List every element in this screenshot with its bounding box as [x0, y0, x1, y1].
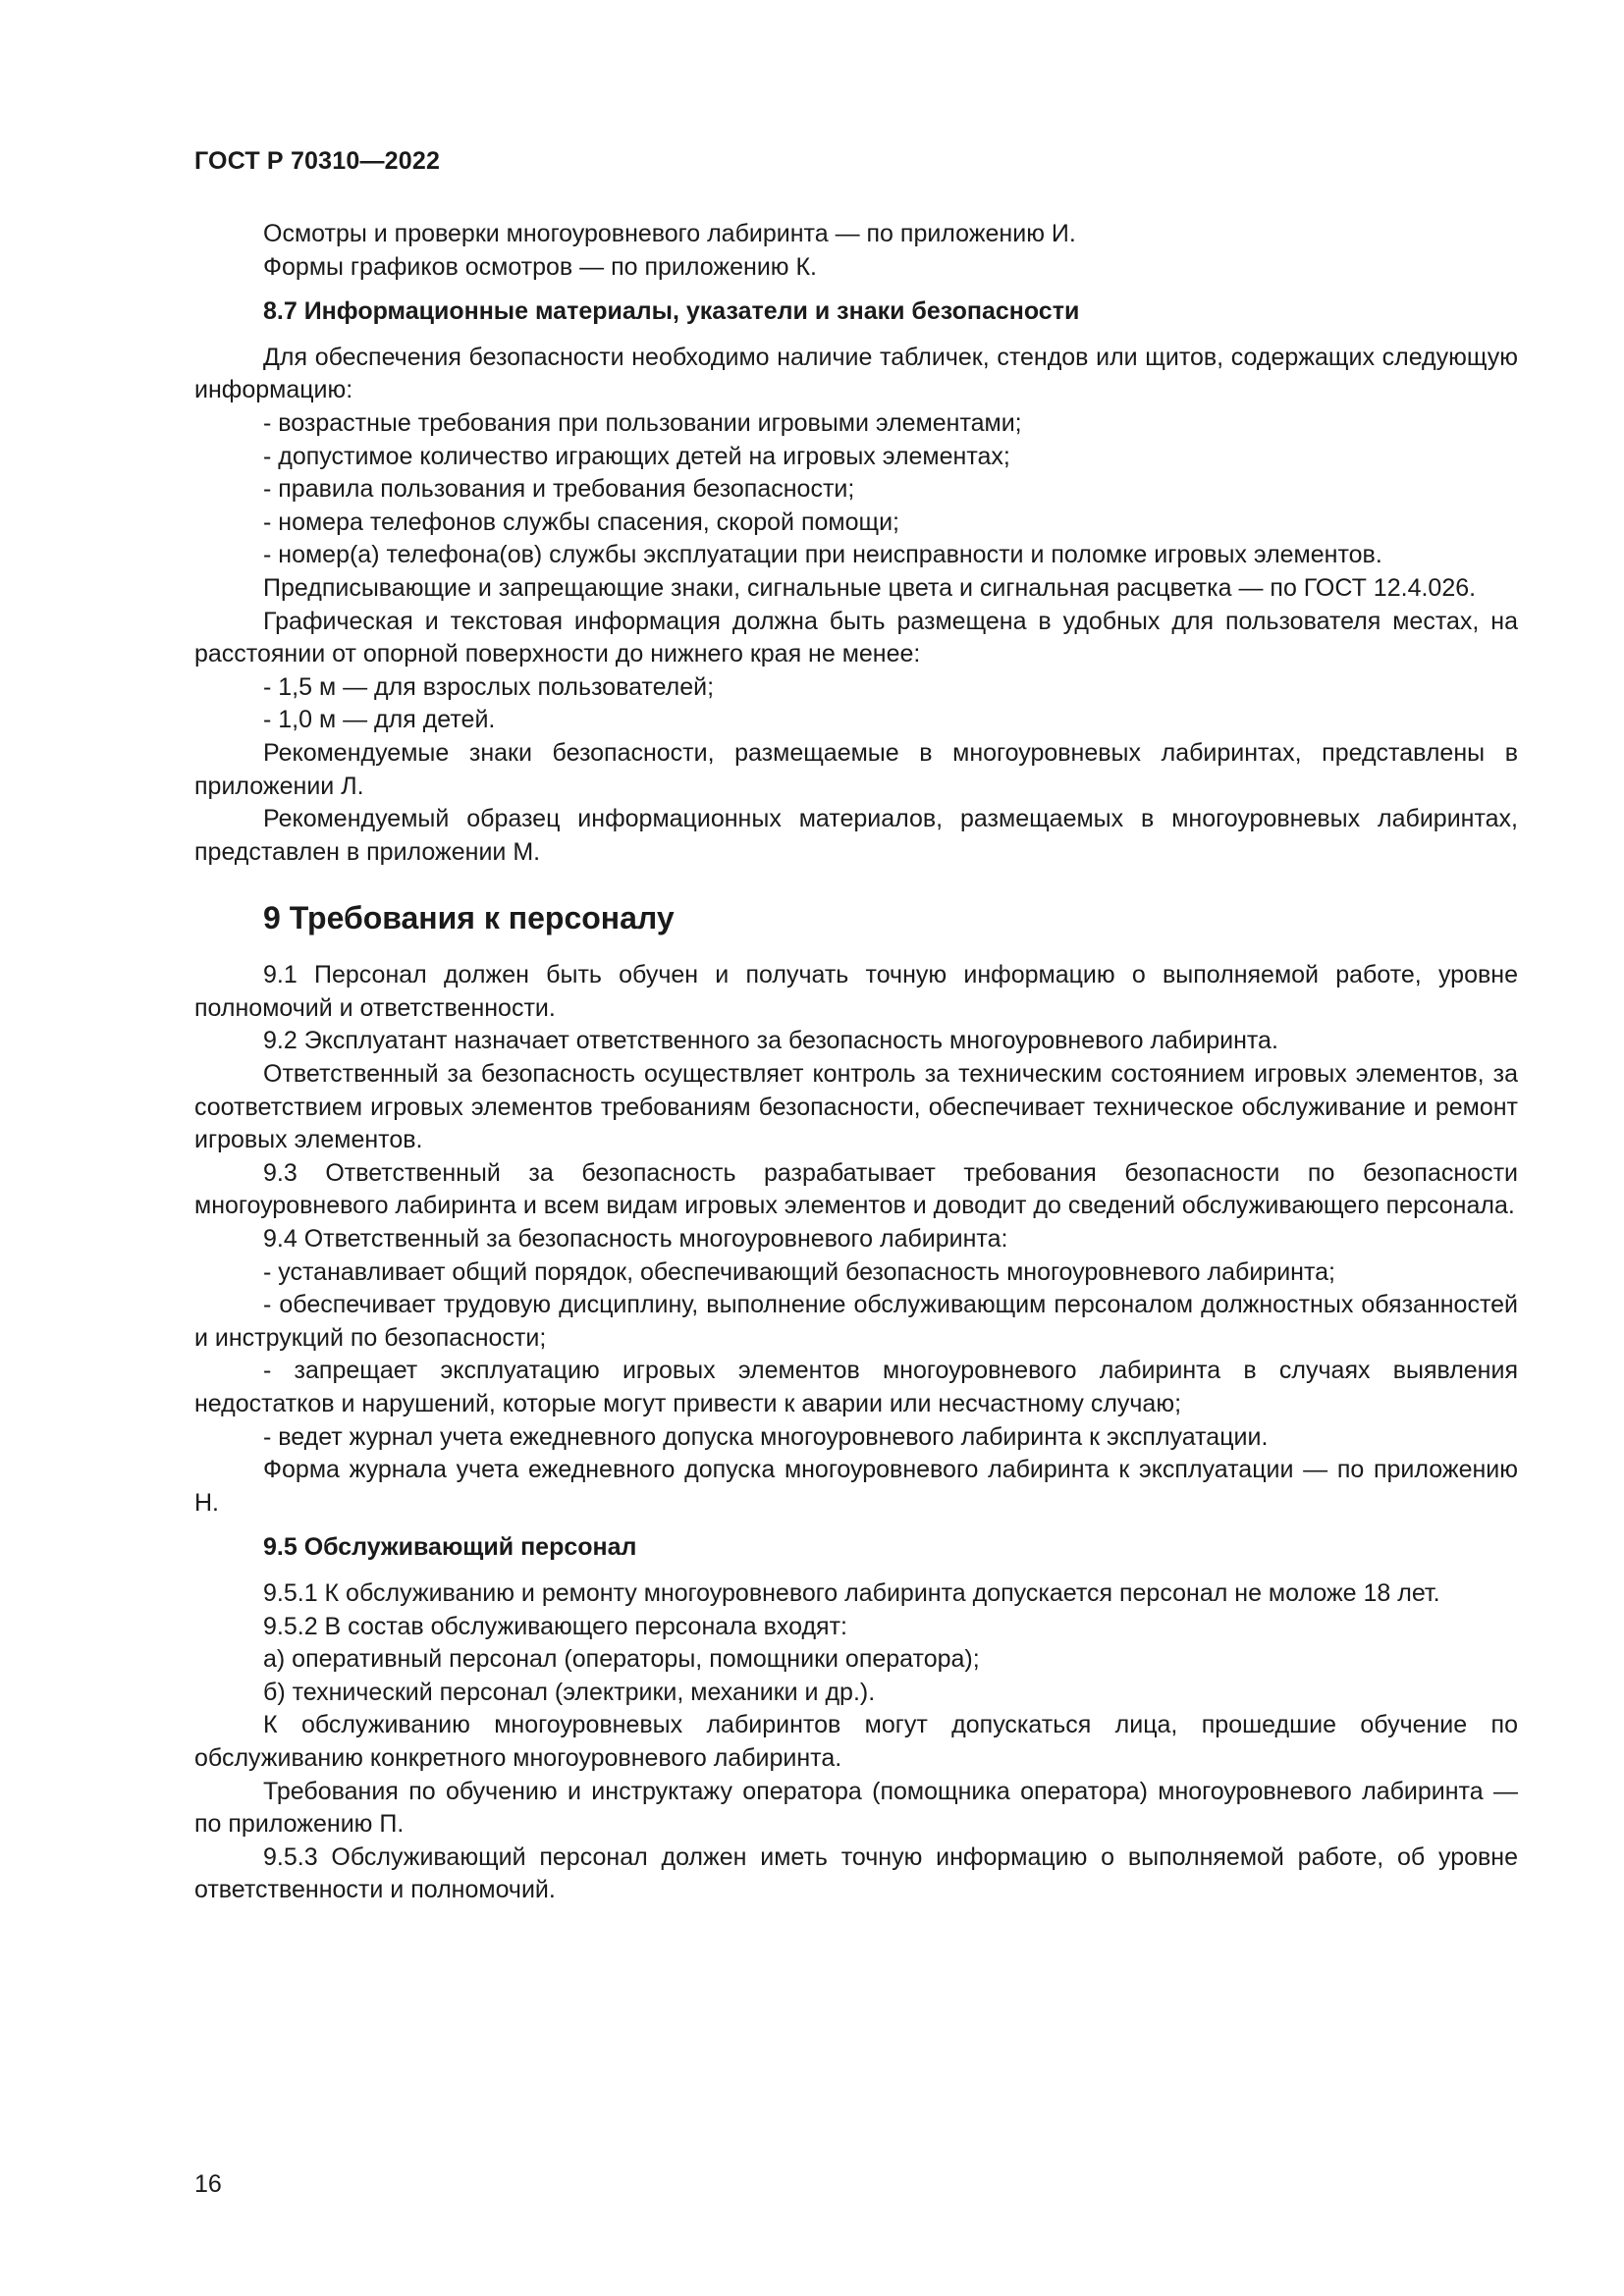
- s952-list-item: а) оперативный персонал (операторы, помощники оператора);: [263, 1645, 980, 1674]
- section-8-7-heading: 8.7 Информационные материалы, указатели и знаки безопасности: [263, 297, 1080, 326]
- s87-list-item: - возрастные требования при пользовании игровыми элементами;: [263, 408, 1022, 437]
- section-9-heading: 9 Требования к персоналу: [263, 900, 675, 936]
- s87-list2-item: - 1,0 м — для детей.: [263, 706, 496, 734]
- s952-list-item: б) технический персонал (электрики, механики и др.).: [263, 1678, 876, 1706]
- s9-paragraph-9-1: 9.1 Персонал должен быть обучен и получать точную информацию о выполняемой работе, уровне полномочий и ответственности.: [194, 961, 1518, 1022]
- s95-paragraph-9-5-3: 9.5.3 Обслуживающий персонал должен иметь точную информацию о выполняемой работе, об уровне ответственности и полномочий.: [194, 1842, 1518, 1904]
- s95-paragraph-9-5-2b: К обслуживанию многоуровневых лабиринтов могут допускаться лица, прошедшие обучение по обслуживанию конкретного многоуровневого лабиринта.: [194, 1711, 1518, 1772]
- s95-paragraph-9-5-2: 9.5.2 В состав обслуживающего персонала входят:: [263, 1612, 847, 1640]
- intro-line-2: Формы графиков осмотров — по приложению К.: [263, 252, 817, 281]
- s87-paragraph-1: Для обеспечения безопасности необходимо наличие табличек, стендов или щитов, содержащих следующую информацию:: [194, 343, 1518, 404]
- s9-paragraph-9-3: 9.3 Ответственный за безопасность разрабатывает требования безопасности по безопасности многоуровневого лабиринта и всем видам игровых элементов и доводит до сведений обслуживающего персонала.: [194, 1158, 1518, 1220]
- s87-list-item: - номера телефонов службы спасения, скорой помощи;: [263, 507, 899, 536]
- s87-paragraph-5: Рекомендуемый образец информационных материалов, размещаемых в многоуровневых лабиринтах, представлен в приложении М.: [194, 805, 1518, 866]
- s9-paragraph-9-2: 9.2 Эксплуатант назначает ответственного за безопасность многоуровневого лабиринта.: [263, 1027, 1278, 1055]
- s9-paragraph-9-4: 9.4 Ответственный за безопасность многоуровневого лабиринта:: [263, 1225, 1008, 1254]
- s87-paragraph-4: Рекомендуемые знаки безопасности, размещаемые в многоуровневых лабиринтах, представлены в приложении Л.: [194, 738, 1518, 800]
- page-content: [194, 218, 1518, 1907]
- s87-list2-item: - 1,5 м — для взрослых пользователей;: [263, 672, 715, 701]
- s87-paragraph-3: Графическая и текстовая информация должна быть размещена в удобных для пользователя местах, на расстоянии от опорной поверхности до нижнего края не менее:: [194, 607, 1518, 668]
- s87-paragraph-2: Предписывающие и запрещающие знаки, сигнальные цвета и сигнальная расцветка — по ГОСТ 12.4.026.: [263, 573, 1477, 602]
- document-id-header: ГОСТ Р 70310—2022: [194, 147, 441, 175]
- s95-paragraph-9-5-2c: Требования по обучению и инструктажу оператора (помощника оператора) многоуровневого лабиринта — по приложению П.: [194, 1777, 1518, 1839]
- intro-line-1: Осмотры и проверки многоуровневого лабиринта — по приложению И.: [263, 220, 1076, 247]
- s94-list-item: - ведет журнал учета ежедневного допуска многоуровневого лабиринта к эксплуатации.: [263, 1422, 1269, 1451]
- s87-list-item: - допустимое количество играющих детей на игровых элементах;: [263, 442, 1010, 470]
- section-9-5-heading: 9.5 Обслуживающий персонал: [263, 1533, 637, 1562]
- s9-paragraph-9-4b: Форма журнала учета ежедневного допуска многоуровневого лабиринта к эксплуатации — по приложению Н.: [194, 1456, 1518, 1517]
- s87-list-item: - номер(а) телефона(ов) службы эксплуатации при неисправности и поломке игровых элементов.: [263, 541, 1382, 569]
- s94-list-item: - устанавливает общий порядок, обеспечивающий безопасность многоуровневого лабиринта;: [263, 1257, 1335, 1286]
- s87-list-item: - правила пользования и требования безопасности;: [263, 475, 855, 504]
- page-number: 16: [194, 2170, 222, 2198]
- s9-paragraph-9-2b: Ответственный за безопасность осуществляет контроль за техническим состоянием игровых элементов, за соответствием игровых элементов требованиям безопасности, обеспечивает техническое обслуживание и ремонт игровых элементов.: [194, 1060, 1518, 1154]
- s95-paragraph-9-5-1: 9.5.1 К обслуживанию и ремонту многоуровневого лабиринта допускается персонал не моложе 18 лет.: [263, 1578, 1440, 1607]
- s94-list-item: - обеспечивает трудовую дисциплину, выполнение обслуживающим персоналом должностных обязанностей и инструкций по безопасности;: [194, 1291, 1518, 1352]
- s94-list-item: - запрещает эксплуатацию игровых элементов многоуровневого лабиринта в случаях выявления недостатков и нарушений, которые могут привести к аварии или несчастному случаю;: [194, 1357, 1518, 1417]
